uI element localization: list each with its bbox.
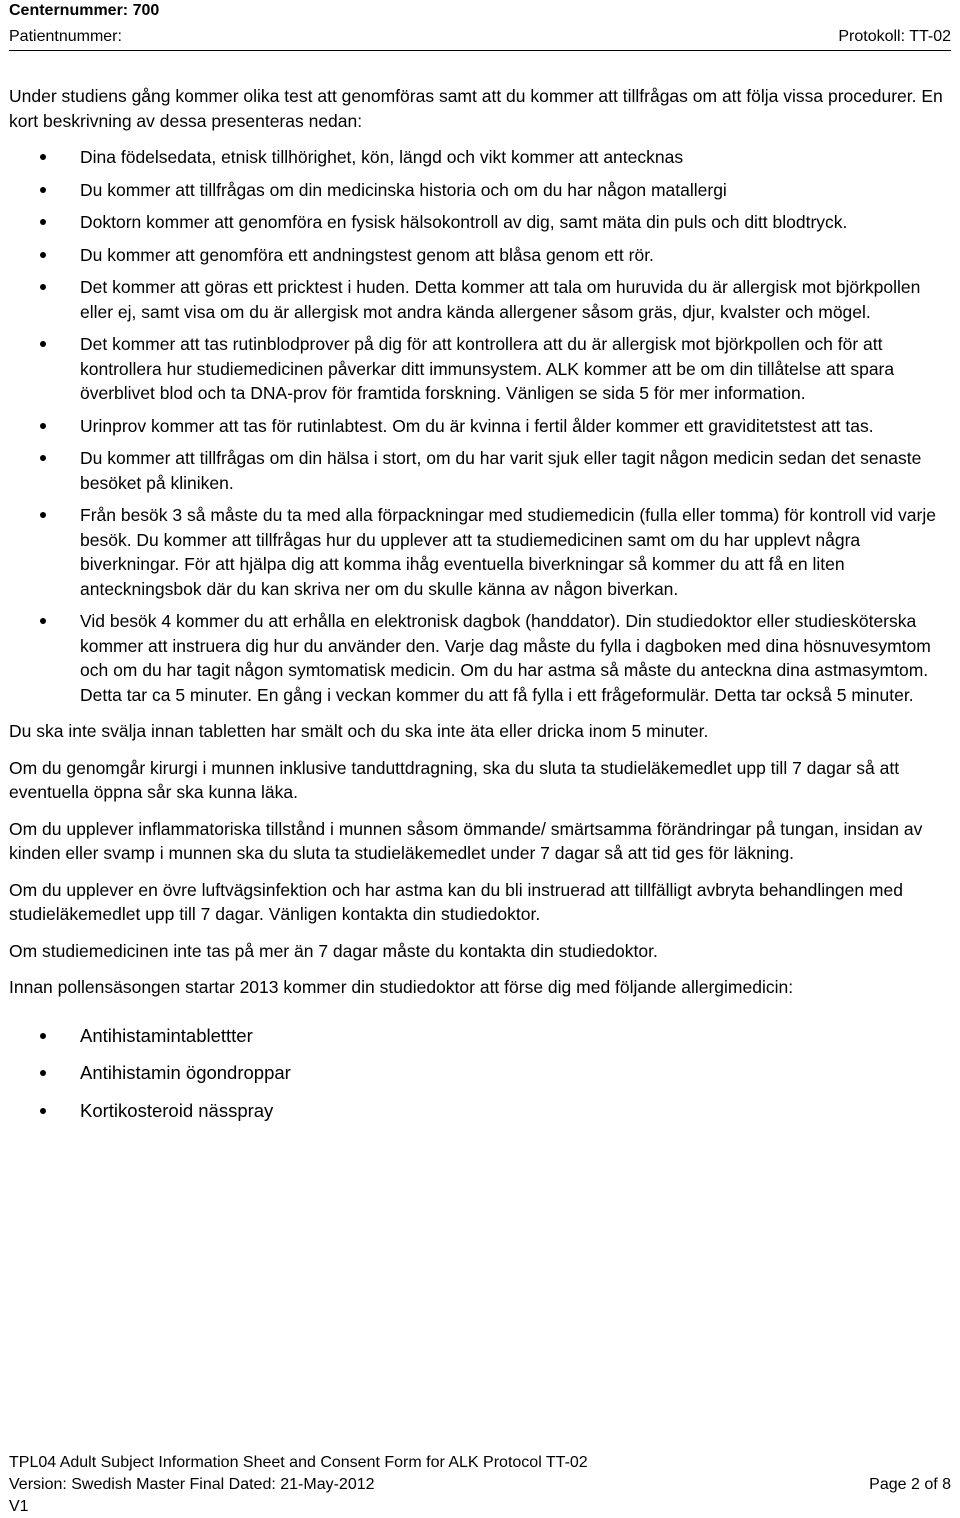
center-number: Centernummer: 700	[9, 2, 160, 19]
intro-paragraph: Under studiens gång kommer olika test att genomföras samt att du kommer att tillfrågas om att följa vissa procedurer. En kort beskrivning av dessa presenteras nedan:	[9, 86, 943, 131]
paragraph: Om du upplever inflammatoriska tillstånd i munnen såsom ömmande/ smärtsamma förändringar på tungan, insidan av kinden eller svamp i munnen ska du sluta ta studieläkemedlet under 7 dagar så att tid ges för läkning.	[9, 818, 923, 863]
footer-title: TPL04 Adult Subject Information Sheet and Consent Form for ALK Protocol TT-02	[9, 1454, 588, 1471]
paragraph: Om studiemedicinen inte tas på mer än 7 dagar måste du kontakta din studiedoktor.	[9, 940, 658, 961]
paragraph: Du ska inte svälja innan tabletten har smält och du ska inte äta eller dricka inom 5 minuter.	[9, 721, 709, 741]
list-item: Kortikosteroid nässpray	[9, 1099, 954, 1124]
procedure-list	[9, 145, 954, 707]
list-item: Doktorn kommer att genomföra en fysisk hälsokontroll av dig, samt mäta din puls och ditt blodtryck.	[9, 210, 954, 235]
paragraph: Om du upplever en övre luftvägsinfektion och har astma kan du bli instruerad att tillfälligt avbryta behandlingen med studieläkemedlet upp till 7 dagar. Vänligen kontakta din studiedoktor.	[9, 879, 903, 924]
list-item: Du kommer att genomföra ett andningstest genom att blåsa genom ett rör.	[9, 243, 954, 268]
page-number: Page 2 of 8	[869, 1476, 951, 1493]
list-item: Det kommer att tas rutinblodprover på dig för att kontrollera att du är allergisk mot björkpollen och för att kontrollera hur studiemedicinen påverkar ditt immunsystem. ALK kommer att be om din tillåtelse att spara överblivet blod och ta DNA-prov för framtida forskning. Vänligen se sida 5 för mer information.	[9, 332, 954, 406]
list-item: Antihistamintablettter	[9, 1024, 954, 1049]
page-footer	[9, 1452, 951, 1518]
list-item: Du kommer att tillfrågas om din hälsa i stort, om du har varit sjuk eller tagit någon medicin sedan det senaste besöket på kliniken.	[9, 446, 954, 495]
paragraph: Om du genomgår kirurgi i munnen inklusive tanduttdragning, ska du sluta ta studieläkemedlet upp till 7 dagar så att eventuella öppna sår ska kunna läka.	[9, 757, 900, 802]
list-item: Dina födelsedata, etnisk tillhörighet, kön, längd och vikt kommer att antecknas	[9, 145, 954, 170]
footer-version: Version: Swedish Master Final Dated: 21-May-2012	[9, 1476, 375, 1493]
list-item: Urinprov kommer att tas för rutinlabtest. Om du är kvinna i fertil ålder kommer ett graviditetstest att tas.	[9, 414, 954, 439]
list-item: Vid besök 4 kommer du att erhålla en elektronisk dagbok (handdator). Din studiedoktor eller studiesköterska kommer att instruera dig hur du använder den. Varje dag måste du fylla i dagboken med dina hösnuvesymtom och om du har tagit någon symtomatisk medicin. Om du har astma så måste du anteckna dina astmasymtom. Detta tar ca 5 minuter. En gång i veckan kommer du att få fylla i ett frågeformulär. Detta tar också 5 minuter.	[9, 609, 954, 707]
list-item: Antihistamin ögondroppar	[9, 1061, 954, 1086]
list-item: Det kommer att göras ett pricktest i huden. Detta kommer att tala om huruvida du är allergisk mot björkpollen eller ej, samt visa om du är allergisk mot andra kända allergener såsom gräs, djur, kvalster och mögel.	[9, 275, 954, 324]
paragraph: Innan pollensäsongen startar 2013 kommer din studiedoktor att förse dig med följande allergimedicin:	[9, 977, 794, 997]
patient-number: Patientnummer:	[9, 28, 122, 45]
document-body	[9, 84, 954, 1136]
medicine-list	[9, 1024, 954, 1124]
protocol-number: Protokoll: TT-02	[838, 28, 951, 45]
list-item: Från besök 3 så måste du ta med alla förpackningar med studiemedicin (fulla eller tomma) för kontroll vid varje besök. Du kommer att tillfrågas hur du upplever att ta studiemedicinen samt om du har upplevt några biverkningar. För att hjälpa dig att komma ihåg eventuella biverkningar så kommer du att få en liten anteckningsbok där du kan skriva ner om du skulle känna av någon biverkan.	[9, 503, 954, 601]
list-item: Du kommer att tillfrågas om din medicinska historia och om du har någon matallergi	[9, 178, 954, 203]
footer-version-number: V1	[9, 1498, 29, 1515]
header-divider	[9, 50, 951, 51]
